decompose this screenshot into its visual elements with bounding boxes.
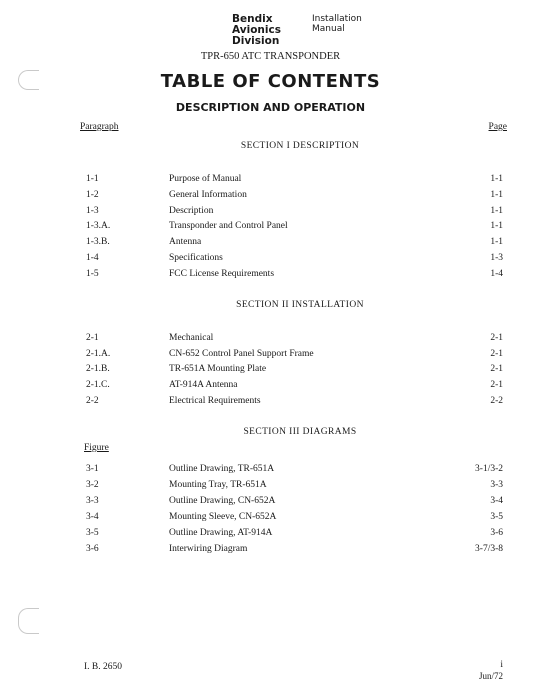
entry-page: 3-7/3-8: [475, 544, 503, 554]
entry-page: 3-6: [490, 528, 503, 538]
revision-date: Jun/72: [478, 671, 503, 681]
toc-entry: [0, 206, 541, 220]
binder-hole-mark: [18, 70, 39, 90]
entry-page: 2-2: [490, 396, 503, 406]
product-name: TPR-650 ATC TRANSPONDER: [200, 51, 341, 62]
entry-number: 3-3: [86, 496, 99, 506]
entry-number: 1-5: [86, 269, 99, 279]
entry-number: 1-2: [86, 190, 99, 200]
manual-type: [312, 14, 382, 34]
entry-number: 3-4: [86, 512, 99, 522]
manual-line: Manual: [312, 24, 345, 34]
company-name: [232, 14, 322, 47]
entry-title: Specifications: [169, 253, 223, 263]
entry-page: 1-1: [490, 221, 503, 231]
toc-entry: [0, 253, 541, 267]
company-line: Avionics: [232, 24, 281, 36]
entry-title: Transponder and Control Panel: [169, 221, 288, 231]
entry-page: 1-4: [490, 269, 503, 279]
page-column-header: Page: [488, 122, 507, 132]
entry-number: 3-5: [86, 528, 99, 538]
entry-number: 1-1: [86, 174, 99, 184]
entry-number: 2-1.C.: [86, 380, 110, 390]
toc-entry: [0, 174, 541, 188]
toc-entry: [0, 269, 541, 283]
entry-number: 2-2: [86, 396, 99, 406]
toc-entry: [0, 237, 541, 251]
entry-number: 1-3: [86, 206, 99, 216]
toc-entry: [0, 480, 541, 494]
toc-entry: [0, 544, 541, 558]
binder-hole-mark: [18, 608, 39, 634]
company-line: Bendix: [232, 13, 273, 25]
entry-page: 3-3: [490, 480, 503, 490]
entry-title: Outline Drawing, CN-652A: [169, 496, 276, 506]
entry-page: 3-4: [490, 496, 503, 506]
entry-page: 2-1: [490, 380, 503, 390]
entry-title: Mechanical: [169, 333, 214, 343]
toc-entry: [0, 464, 541, 478]
entry-page: 3-5: [490, 512, 503, 522]
section-heading: SECTION III DIAGRAMS: [243, 427, 357, 437]
entry-title: Purpose of Manual: [169, 174, 242, 184]
entry-title: AT-914A Antenna: [169, 380, 238, 390]
entry-page: 2-1: [490, 349, 503, 359]
section-heading: SECTION II INSTALLATION: [236, 300, 364, 310]
entry-title: Description: [169, 206, 214, 216]
toc-entry: [0, 496, 541, 510]
entry-title: Mounting Sleeve, CN-652A: [169, 512, 277, 522]
company-line: Division: [232, 35, 280, 47]
entry-title: Interwiring Diagram: [169, 544, 248, 554]
entry-title: Mounting Tray, TR-651A: [169, 480, 267, 490]
entry-title: Antenna: [169, 237, 202, 247]
entry-page: 2-1: [490, 333, 503, 343]
entry-title: FCC License Requirements: [169, 269, 275, 279]
entry-page: 2-1: [490, 364, 503, 374]
toc-entry: [0, 380, 541, 394]
entry-title: CN-652 Control Panel Support Frame: [169, 349, 314, 359]
toc-entry: [0, 364, 541, 378]
toc-entry: [0, 512, 541, 526]
entry-number: 3-1: [86, 464, 99, 474]
entry-number: 2-1: [86, 333, 99, 343]
entry-page: 1-3: [490, 253, 503, 263]
entry-title: Outline Drawing, AT-914A: [169, 528, 273, 538]
section-heading: SECTION I DESCRIPTION: [240, 141, 360, 151]
entry-number: 1-4: [86, 253, 99, 263]
entry-number: 2-1.A.: [86, 349, 111, 359]
entry-page: 1-1: [490, 206, 503, 216]
manual-line: Installation: [312, 14, 362, 24]
page-number: i: [500, 660, 503, 670]
paragraph-column-header: Paragraph: [80, 122, 119, 132]
toc-entry: [0, 333, 541, 347]
figure-column-header: Figure: [84, 443, 109, 453]
entry-number: 1-3.A.: [86, 221, 111, 231]
toc-entry: [0, 528, 541, 542]
entry-page: 3-1/3-2: [475, 464, 503, 474]
entry-page: 1-1: [490, 190, 503, 200]
entry-title: General Information: [169, 190, 247, 200]
entry-page: 1-1: [490, 174, 503, 184]
entry-number: 1-3.B.: [86, 237, 110, 247]
page-title: TABLE OF CONTENTS: [160, 71, 381, 92]
entry-title: Electrical Requirements: [169, 396, 261, 406]
entry-title: TR-651A Mounting Plate: [169, 364, 267, 374]
entry-number: 3-6: [86, 544, 99, 554]
toc-entry: [0, 349, 541, 363]
entry-number: 3-2: [86, 480, 99, 490]
page-subtitle: DESCRIPTION AND OPERATION: [175, 101, 366, 114]
toc-entry: [0, 396, 541, 410]
entry-number: 2-1.B.: [86, 364, 110, 374]
toc-entry: [0, 190, 541, 204]
entry-page: 1-1: [490, 237, 503, 247]
document-id: I. B. 2650: [84, 662, 122, 672]
entry-title: Outline Drawing, TR-651A: [169, 464, 275, 474]
toc-entry: [0, 221, 541, 235]
